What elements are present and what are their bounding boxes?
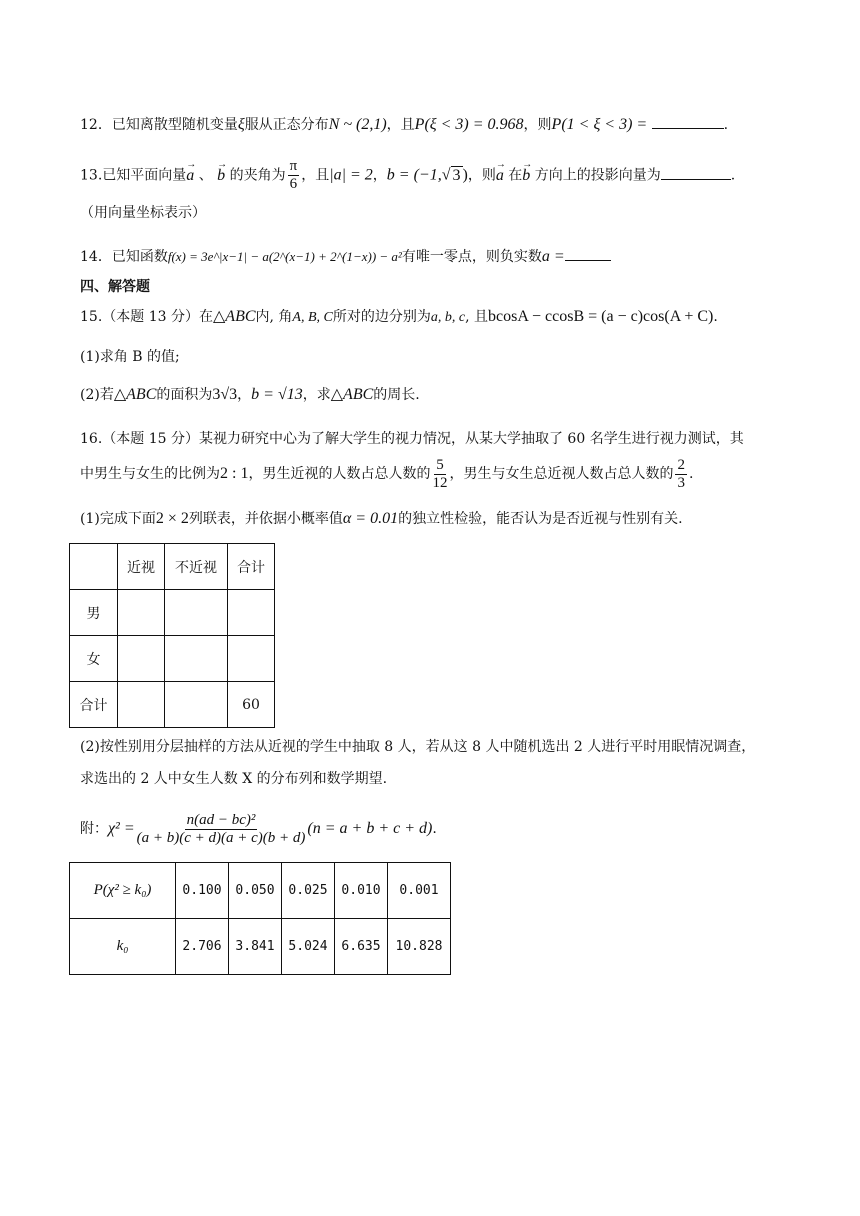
q13-text-f: 在: [508, 167, 523, 184]
table-cell: [228, 636, 275, 682]
table-cell: 合计: [70, 682, 118, 728]
q14-text-a: 已知函数: [111, 249, 168, 265]
table-cell: 女: [70, 636, 118, 682]
q15-number: 15.（本题 13 分）在: [80, 309, 213, 325]
q13-sqrt3: 3: [452, 166, 461, 184]
q12-answer-blank: [652, 114, 724, 129]
q15-text-c: , 且: [465, 309, 488, 325]
question-15: 15.（本题 13 分）在△ABC内, 角A, B, C所对的边分别为a, b, c, 且bcosA − ccosB = (a − c)cos(A + C).: [80, 308, 718, 325]
q15-text-a: 内, 角: [255, 309, 293, 325]
q16-f2-num: 2: [677, 456, 685, 473]
q13-magnitude: |a| = 2: [329, 166, 373, 184]
chi-numerator: n(ad − bc)²: [186, 811, 256, 828]
table-cell: [228, 590, 275, 636]
chi-label: χ² =: [108, 820, 135, 837]
q16-ratio: 2 : 1: [220, 465, 249, 482]
q13-vec-a: → a: [186, 165, 194, 187]
table-cell: [165, 682, 228, 728]
q15-p2-b: 的面积为: [156, 387, 213, 403]
q12-number: 12．: [80, 117, 112, 133]
q14-answer-label: a =: [541, 248, 565, 265]
table-row: [70, 544, 275, 590]
q15-angles: A, B, C: [292, 310, 333, 325]
chi-n: (n = a + b + c + d): [307, 820, 433, 837]
q12-var: ξ: [237, 116, 245, 133]
q16-line-2: 中男生与女生的比例为2 : 1，男生近视的人数占总人数的 $\frac{5}{12}$ ，男生与女生总近视人数占总人数的 $\frac{2}{3}$ .: [80, 456, 694, 491]
q13-text-b: 的夹角为: [229, 167, 286, 184]
q16-f1-den: 12: [432, 474, 448, 491]
q13-answer-blank: [661, 165, 731, 180]
table-header-cell: 合计: [228, 544, 275, 590]
table-cell: 3.841: [229, 919, 282, 975]
q13-vec-a-2: → a: [496, 165, 504, 187]
q16-f2-den: 3: [677, 474, 685, 491]
q14-function: f(x) = 3e^|x−1| − a(2^(x−1) + 2^(1−x)) − a²: [167, 249, 402, 264]
q13-bvalue: b = (−1,: [386, 166, 442, 184]
table-header-cell: 0.010: [335, 863, 388, 919]
table-cell: 60: [228, 682, 275, 728]
table-cell: 2.706: [176, 919, 229, 975]
q16-l2-b: ，男生近视的人数占总人数的: [248, 466, 431, 482]
q16-l2-a: 中男生与女生的比例为: [80, 466, 220, 482]
q15-p2-a: (2)若: [80, 387, 114, 403]
contingency-table: [69, 543, 275, 728]
table-cell: 5.024: [282, 919, 335, 975]
table-row: [70, 919, 451, 975]
q15-p2-triangle-2: △ABC: [330, 386, 374, 403]
q16-fraction-2: [675, 457, 687, 492]
q16-p1-a: (1)完成下面: [80, 511, 156, 527]
question-13: 13.已知平面向量→ a 、 → b 的夹角为 $\frac{\pi}{6}$ ，且|a| = 2，b = (−1,√ 3 )，则→ a 在→ b 方向上的投影向量为 .: [80, 158, 780, 193]
table-header-cell: 近视: [118, 544, 165, 590]
q13-text-g: 方向上的投影向量为: [534, 167, 661, 184]
q16-p1-c: 的独立性检验，能否认为是否近视与性别有关.: [398, 511, 683, 527]
q16-p1-tbl: 2 × 2: [155, 510, 189, 527]
section-heading: 四、解答题: [80, 279, 150, 295]
q16-alpha: α = 0.01: [342, 510, 399, 527]
q13-text-a: 已知平面向量: [102, 167, 187, 184]
q15-p2-triangle: △ABC: [113, 386, 157, 403]
q13-frac-num: π: [289, 158, 298, 174]
q15-area: 3√3: [212, 386, 238, 403]
q15-part-2: [80, 384, 780, 406]
q15-text-b: 所对的边分别为: [332, 309, 431, 325]
q12-text-c: ，且: [386, 117, 415, 133]
q13-bclose: ): [462, 166, 468, 184]
q13-sep: 、: [198, 167, 213, 184]
table-cell: [118, 590, 165, 636]
table-cell: 10.828: [388, 919, 451, 975]
table-row: [70, 682, 275, 728]
q12-prob-given: P(ξ < 3) = 0.968: [414, 116, 524, 133]
table-cell: [165, 636, 228, 682]
appendix-formula: 附：χ² = $\frac{\text{n(ad − bc)²}}{(a + b)(c + d)(a + c)(b + d)}$ (n = a + b + c + d).: [80, 811, 437, 846]
q13-line-2: （用向量坐标表示）: [80, 205, 206, 221]
q12-text-d: ，则: [523, 117, 552, 133]
table-cell: [118, 682, 165, 728]
table-header-cell: 不近视: [165, 544, 228, 590]
critical-value-table: [69, 862, 451, 975]
table-header-cell: 0.100: [176, 863, 229, 919]
q13-vec-b-2: → b: [522, 165, 530, 187]
q15-bval: b = √13: [251, 386, 303, 403]
q16-line-1: 16.（本题 15 分）某视力研究中心为了解大学生的视力情况，从某大学抽取了 60 名学生进行视力测试，其: [80, 431, 744, 447]
q13-text-d: ，: [372, 167, 387, 184]
table-header-cell: [70, 544, 118, 590]
q15-part-1: (1)求角 B 的值;: [80, 349, 180, 365]
q12-text-a: 已知离散型随机变量: [111, 117, 238, 133]
q16-l2-c: ，男生与女生总近视人数占总人数的: [449, 466, 674, 482]
q12-text-b: 服从正态分布: [244, 117, 329, 133]
q13-number: 13.: [80, 167, 103, 184]
table-cell: 男: [70, 590, 118, 636]
table-row: [70, 590, 275, 636]
q15-p2-d: ，求: [302, 387, 331, 403]
q15-triangle: △ABC: [212, 308, 256, 325]
question-12: 12．已知离散型随机变量ξ服从正态分布N ~ (2,1)，且P(ξ < 3) = 0.968，则P(1 < ξ < 3) = .: [80, 116, 729, 133]
q16-part-2-line-1: (2)按性别用分层抽样的方法从近视的学生中抽取 8 人，若从这 8 人中随机选出 2 人进行平时用眠情况调查，: [80, 739, 756, 755]
q13-text-c: ，且: [301, 167, 330, 184]
q14-answer-blank: [565, 246, 611, 261]
table-header-cell: 0.025: [282, 863, 335, 919]
q16-f1-num: 5: [436, 456, 444, 473]
chi-fraction: [137, 812, 306, 847]
q15-sides: a, b, c: [430, 310, 466, 325]
q14-number: 14．: [80, 249, 112, 265]
q16-p1-b: 列联表，并依据小概率值: [188, 511, 343, 527]
table-header-cell: P(χ² ≥ k₀): [70, 863, 176, 919]
table-row: [70, 863, 451, 919]
q13-vec-b: → b: [217, 165, 225, 187]
table-row: [70, 636, 275, 682]
q14-text-b: 有唯一零点，则负实数: [401, 249, 542, 265]
table-header-cell: 0.050: [229, 863, 282, 919]
table-cell: [118, 636, 165, 682]
q16-part-1: [80, 508, 780, 530]
q16-part-2-line-2: 求选出的 2 人中女生人数 X 的分布列和数学期望.: [80, 771, 388, 787]
q15-p2-c: ，: [237, 387, 252, 403]
table-cell: [165, 590, 228, 636]
q12-dist: N ~ (2,1): [328, 116, 387, 133]
table-header-cell: 0.001: [388, 863, 451, 919]
table-cell: k₀: [70, 919, 176, 975]
q15-equation: bcosA − ccosB = (a − c)cos(A + C): [488, 308, 714, 325]
chi-denominator: (a + b)(c + d)(a + c)(b + d): [136, 829, 306, 846]
q13-text-e: ，则: [467, 167, 496, 184]
question-14: [80, 246, 780, 268]
q12-prob-ask: P(1 < ξ < 3) =: [551, 116, 648, 133]
q13-angle-fraction: [288, 158, 300, 193]
q15-p2-e: 的周长.: [373, 387, 420, 403]
appendix-label: 附：: [80, 821, 108, 837]
q13-frac-den: 6: [289, 176, 298, 192]
table-cell: 6.635: [335, 919, 388, 975]
q16-fraction-1: [432, 457, 447, 492]
